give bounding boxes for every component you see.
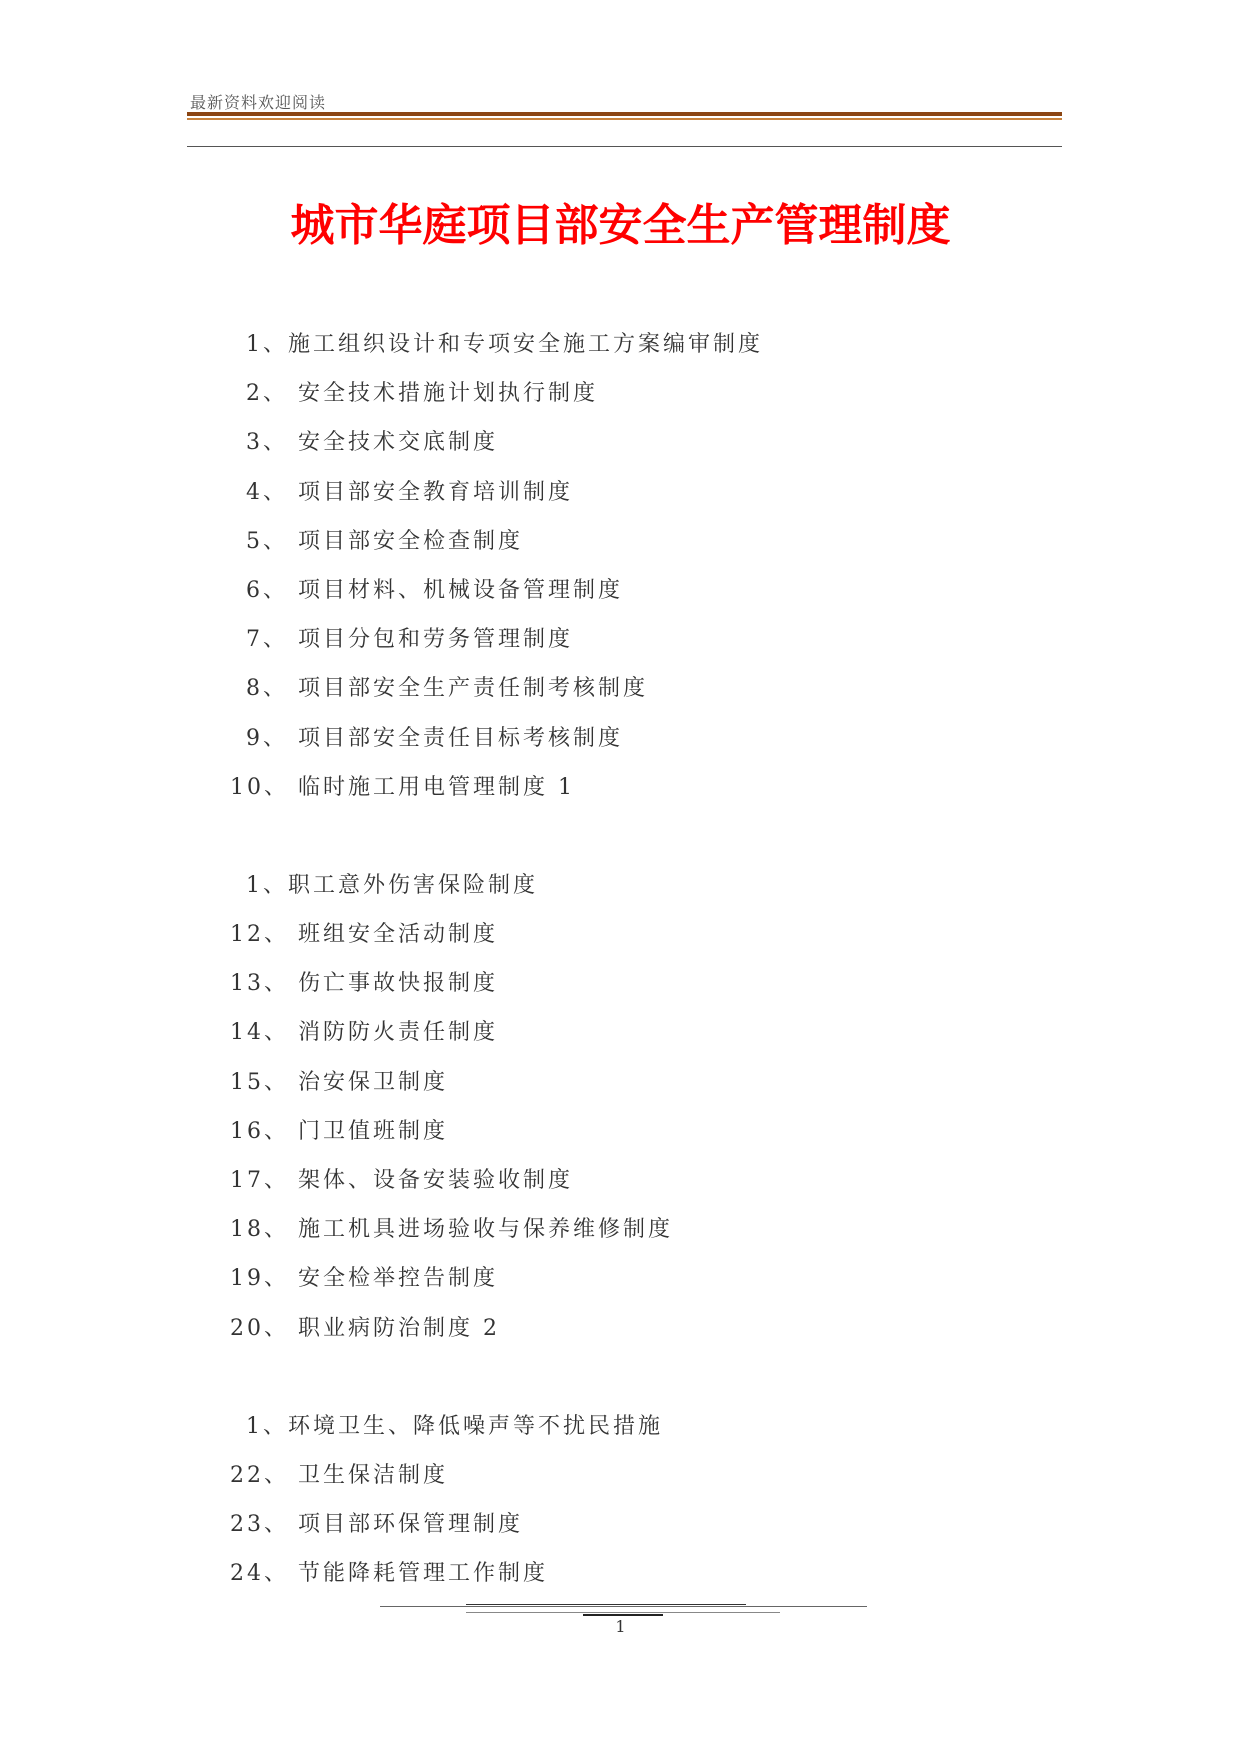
list-item-number: 3、 [246,430,288,456]
list-item [230,910,763,959]
list-item [230,517,763,566]
list-item-text: 班组安全活动制度 [298,922,499,948]
list-item-text: 项目部安全检查制度 [298,528,524,554]
list-item-number: 5、 [246,528,288,554]
page-header-text: 最新资料欢迎阅读 [190,93,327,112]
list-item-number: 6、 [246,577,288,603]
list-item [230,1451,763,1500]
list-item-number: 20、 [230,1315,289,1341]
list-item-text: 伤亡事故快报制度 [298,971,499,997]
list-group [230,1402,763,1599]
list-item-number: 14、 [230,1020,289,1046]
list-item-text: 安全技术措施计划执行制度 [298,381,599,407]
list-item [230,763,763,812]
list-item-text: 施工机具进场验收与保养维修制度 [298,1217,674,1243]
list-item-text: 职工意外伤害保险制度 [288,872,539,898]
list-item-text: 消防防火责任制度 [298,1020,499,1046]
list-item-number: 9、 [246,725,288,751]
list-group [230,320,763,812]
list-item [230,320,763,369]
list-item-number: 19、 [230,1266,289,1292]
list-item-number: 18、 [230,1217,289,1243]
list-item [230,959,763,1008]
list-item-text: 节能降耗管理工作制度 [298,1561,549,1587]
header-rule-accent [187,118,1062,120]
list-item-number: 12、 [230,922,289,948]
list-group [230,861,763,1353]
list-item-text: 施工组织设计和专项安全施工方案编审制度 [288,332,764,357]
list-item-text: 项目部安全生产责任制考核制度 [298,676,649,702]
header-rule-thin [187,146,1062,147]
list-item-text: 职业病防治制度 2 [298,1315,500,1341]
header-rule-thick [187,112,1062,116]
list-item [230,1107,763,1156]
list-item [230,1205,763,1254]
list-item-text: 架体、设备安装验收制度 [298,1168,574,1193]
list-item [230,369,763,418]
list-item [230,468,763,517]
list-item-number: 17、 [230,1168,289,1193]
list-item-number: 22、 [230,1462,289,1488]
list-item-text: 项目材料、机械设备管理制度 [298,577,624,603]
list-item [230,1254,763,1303]
list-item-number: 23、 [230,1512,289,1538]
list-item-number: 13、 [230,971,289,997]
list-item [230,615,763,664]
list-item-number: 16、 [230,1118,289,1144]
list-item [230,1549,763,1598]
list-item-text: 门卫值班制度 [298,1118,449,1144]
footer-rule-short [466,1604,746,1605]
list-item-text: 项目分包和劳务管理制度 [298,627,574,653]
footer-rule [380,1606,867,1607]
list-item-number: 24、 [230,1561,289,1587]
list-item [230,1304,763,1353]
list-item-text: 临时施工用电管理制度 1 [298,774,575,800]
list-item [230,664,763,713]
list-item-text: 项目部安全教育培训制度 [298,479,574,505]
list-item [230,1156,763,1205]
list-item-number: 8、 [246,676,288,702]
list-item-text: 项目部环保管理制度 [298,1512,524,1538]
list-item [230,1058,763,1107]
footer-rule-lower [466,1612,780,1613]
list-item [230,1500,763,1549]
list-item [230,1008,763,1057]
list-item [230,714,763,763]
list-item-text: 卫生保洁制度 [298,1462,449,1488]
list-item-text: 项目部安全责任目标考核制度 [298,725,624,751]
document-title: 城市华庭项目部安全生产管理制度 [290,200,951,252]
list-item-number: 2、 [246,381,288,407]
list-item [230,566,763,615]
list-item-number: 7、 [246,627,288,653]
list-item-text: 安全检举控告制度 [298,1266,499,1292]
list-item [230,861,763,910]
list-item-number: 1、 [246,872,288,898]
list-item [230,418,763,467]
footer-rule-mark [583,1614,663,1616]
list-item-text: 治安保卫制度 [298,1069,449,1095]
list-item-number: 1、 [246,332,288,357]
page-number: 1 [615,1617,626,1636]
regulation-list [230,320,763,1648]
list-item-text: 安全技术交底制度 [298,430,499,456]
list-item-number: 4、 [246,479,288,505]
list-item-text: 环境卫生、降低噪声等不扰民措施 [288,1413,664,1439]
list-item-number: 10、 [230,774,289,800]
list-item-number: 15、 [230,1069,289,1095]
list-item-number: 1、 [246,1413,288,1439]
list-item [230,1402,763,1451]
